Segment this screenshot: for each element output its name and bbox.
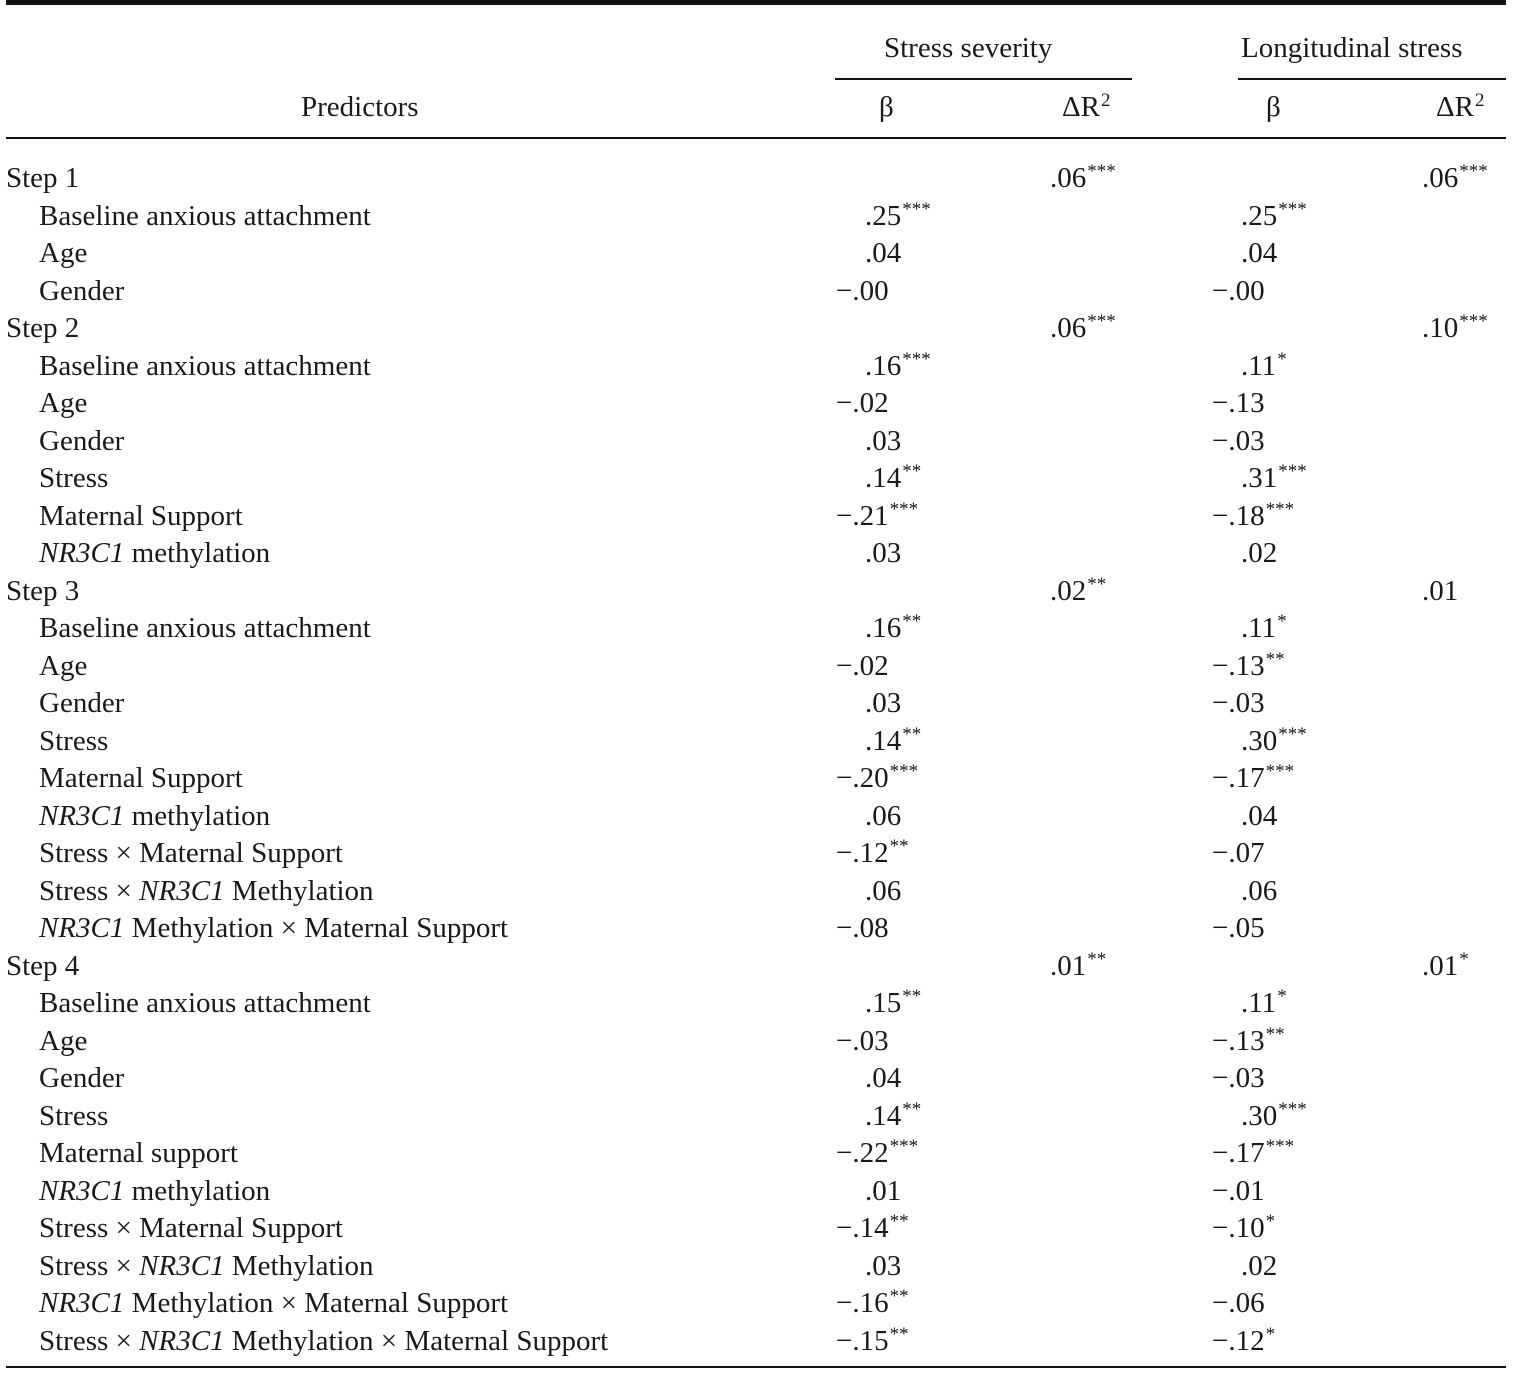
- predictor-label: Gender: [39, 275, 125, 307]
- beta-longitudinal-value: −.12*: [1212, 1324, 1276, 1357]
- step-label: Step 3: [6, 575, 80, 607]
- significance-marker: *: [1265, 1211, 1276, 1232]
- table-row: [0, 1023, 1516, 1060]
- delta-r2-longitudinal-value: .06***: [1422, 161, 1488, 194]
- significance-marker: ***: [1087, 161, 1116, 182]
- beta-severity-value: .14**: [865, 461, 922, 494]
- column-header-delta-r2-longitudinal: $\Delta R^2$: [1436, 90, 1485, 123]
- significance-marker: *: [1459, 949, 1469, 970]
- beta-severity-value: .01: [865, 1175, 902, 1207]
- table-bottom-rule: [6, 1366, 1506, 1368]
- predictor-label: NR3C1 methylation: [39, 1175, 271, 1207]
- step-row: [0, 160, 1516, 197]
- step-label: Step 2: [6, 312, 80, 344]
- beta-severity-value: −.16**: [836, 1286, 909, 1319]
- beta-severity-value: .06: [865, 875, 902, 907]
- significance-marker: **: [902, 1099, 922, 1120]
- beta-longitudinal-value: .06: [1241, 875, 1278, 907]
- predictor-label: NR3C1 methylation: [39, 800, 271, 832]
- beta-severity-value: .03: [865, 537, 902, 569]
- delta-r2-severity-value: .01**: [1050, 949, 1107, 982]
- delta-r2-severity-value: .06***: [1050, 311, 1116, 344]
- table-row: [0, 535, 1516, 572]
- beta-longitudinal-value: −.06: [1212, 1287, 1265, 1319]
- beta-severity-value: .03: [865, 425, 902, 457]
- significance-marker: **: [1265, 649, 1285, 670]
- significance-marker: ***: [1459, 161, 1488, 182]
- table-row: [0, 1285, 1516, 1322]
- table-row: [0, 423, 1516, 460]
- delta-r2-longitudinal-value: .01: [1422, 575, 1459, 607]
- delta-r2-longitudinal-value: .01*: [1422, 949, 1469, 982]
- beta-longitudinal-value: −.10*: [1212, 1211, 1276, 1244]
- beta-longitudinal-value: −.13: [1212, 387, 1265, 419]
- table-row: [0, 235, 1516, 272]
- significance-marker: **: [889, 1211, 909, 1232]
- beta-longitudinal-value: .04: [1241, 237, 1278, 269]
- table-row: [0, 1098, 1516, 1135]
- beta-severity-value: .25***: [865, 199, 931, 232]
- significance-marker: **: [1265, 1024, 1285, 1045]
- predictor-label: Age: [39, 237, 88, 269]
- table-row: [0, 348, 1516, 385]
- table-row: [0, 1135, 1516, 1172]
- predictor-label: Age: [39, 387, 88, 419]
- table-row: [0, 723, 1516, 760]
- step-label: Step 1: [6, 162, 80, 194]
- beta-longitudinal-value: .11*: [1241, 986, 1287, 1019]
- significance-marker: **: [889, 836, 909, 857]
- table-row: [0, 648, 1516, 685]
- significance-marker: ***: [1278, 461, 1307, 482]
- column-header-predictors: Predictors: [301, 91, 419, 123]
- step-label: Step 4: [6, 950, 80, 982]
- beta-severity-value: .14**: [865, 1099, 922, 1132]
- significance-marker: **: [902, 724, 922, 745]
- predictor-label: Stress × NR3C1 Methylation: [39, 1250, 374, 1282]
- column-group-longitudinal-stress: Longitudinal stress: [1241, 32, 1463, 64]
- beta-severity-value: −.00: [836, 275, 889, 307]
- beta-severity-value: .06: [865, 800, 902, 832]
- table-row: [0, 835, 1516, 872]
- table-row: [0, 1173, 1516, 1210]
- beta-longitudinal-value: −.05: [1212, 912, 1265, 944]
- beta-severity-value: −.22***: [836, 1136, 919, 1169]
- beta-severity-value: −.20***: [836, 761, 919, 794]
- predictor-label: Maternal Support: [39, 500, 243, 532]
- predictor-label: Stress: [39, 725, 109, 757]
- table-row: [0, 910, 1516, 947]
- predictor-label: Baseline anxious attachment: [39, 200, 371, 232]
- significance-marker: ***: [1087, 311, 1116, 332]
- significance-marker: ***: [1265, 761, 1295, 782]
- beta-severity-value: .03: [865, 1250, 902, 1282]
- beta-longitudinal-value: −.17***: [1212, 761, 1295, 794]
- beta-longitudinal-value: −.03: [1212, 1062, 1265, 1094]
- beta-longitudinal-value: −.13**: [1212, 649, 1285, 682]
- beta-severity-value: .16***: [865, 349, 931, 382]
- beta-severity-value: −.14**: [836, 1211, 909, 1244]
- table-row: [0, 1248, 1516, 1285]
- beta-severity-value: −.03: [836, 1025, 889, 1057]
- beta-severity-value: .16**: [865, 611, 922, 644]
- beta-longitudinal-value: .11*: [1241, 611, 1287, 644]
- table-row: [0, 1323, 1516, 1360]
- table-row: [0, 760, 1516, 797]
- predictor-label: Baseline anxious attachment: [39, 612, 371, 644]
- beta-longitudinal-value: −.00: [1212, 275, 1265, 307]
- step-row: [0, 948, 1516, 985]
- column-header-delta-r2-severity: $\Delta R^2$: [1062, 90, 1111, 123]
- significance-marker: ***: [889, 499, 919, 520]
- table-row: [0, 198, 1516, 235]
- predictor-label: Age: [39, 1025, 88, 1057]
- beta-severity-value: −.08: [836, 912, 889, 944]
- beta-severity-value: −.02: [836, 650, 889, 682]
- significance-marker: **: [1087, 574, 1107, 595]
- beta-longitudinal-value: .02: [1241, 1250, 1278, 1282]
- step-row: [0, 573, 1516, 610]
- predictor-label: Gender: [39, 425, 125, 457]
- beta-severity-value: −.02: [836, 387, 889, 419]
- table-row: [0, 610, 1516, 647]
- predictor-label: Maternal Support: [39, 762, 243, 794]
- beta-severity-value: −.12**: [836, 836, 909, 869]
- predictor-label: NR3C1 Methylation × Maternal Support: [39, 912, 509, 944]
- beta-longitudinal-value: .02: [1241, 537, 1278, 569]
- beta-severity-value: −.21***: [836, 499, 919, 532]
- beta-longitudinal-value: .30***: [1241, 1099, 1307, 1132]
- table-row: [0, 798, 1516, 835]
- table-row: [0, 460, 1516, 497]
- beta-longitudinal-value: .25***: [1241, 199, 1307, 232]
- beta-longitudinal-value: .30***: [1241, 724, 1307, 757]
- beta-longitudinal-value: −.13**: [1212, 1024, 1285, 1057]
- predictor-label: Age: [39, 650, 88, 682]
- delta-r2-severity-value: .06***: [1050, 161, 1116, 194]
- significance-marker: *: [1277, 349, 1287, 370]
- predictor-label: Stress: [39, 462, 109, 494]
- significance-marker: **: [1087, 949, 1107, 970]
- predictor-label: Baseline anxious attachment: [39, 987, 371, 1019]
- step-row: [0, 310, 1516, 347]
- significance-marker: ***: [1459, 311, 1488, 332]
- significance-marker: **: [902, 461, 922, 482]
- beta-severity-value: −.15**: [836, 1324, 909, 1357]
- table-row: [0, 273, 1516, 310]
- delta-r2-severity-value: .02**: [1050, 574, 1107, 607]
- predictor-label: Stress × NR3C1 Methylation × Maternal Support: [39, 1325, 609, 1357]
- significance-marker: **: [889, 1324, 909, 1345]
- predictor-label: Stress: [39, 1100, 109, 1132]
- significance-marker: **: [889, 1286, 909, 1307]
- predictor-label: Stress × Maternal Support: [39, 837, 343, 869]
- significance-marker: ***: [902, 349, 931, 370]
- beta-longitudinal-value: −.01: [1212, 1175, 1265, 1207]
- beta-longitudinal-value: .04: [1241, 800, 1278, 832]
- significance-marker: *: [1277, 611, 1287, 632]
- significance-marker: ***: [1278, 724, 1307, 745]
- significance-marker: **: [902, 611, 922, 632]
- significance-marker: ***: [889, 761, 919, 782]
- beta-severity-value: .03: [865, 687, 902, 719]
- beta-longitudinal-value: −.07: [1212, 837, 1265, 869]
- significance-marker: ***: [1265, 1136, 1295, 1157]
- table-row: [0, 1210, 1516, 1247]
- beta-severity-value: .04: [865, 237, 902, 269]
- beta-severity-value: .15**: [865, 986, 922, 1019]
- significance-marker: ***: [902, 199, 931, 220]
- beta-longitudinal-value: −.18***: [1212, 499, 1295, 532]
- predictor-label: Maternal support: [39, 1137, 238, 1169]
- column-header-beta-severity: β: [879, 91, 894, 123]
- beta-longitudinal-value: −.17***: [1212, 1136, 1295, 1169]
- beta-longitudinal-value: −.03: [1212, 425, 1265, 457]
- predictor-label: Stress × Maternal Support: [39, 1212, 343, 1244]
- column-group-stress-severity: Stress severity: [884, 32, 1053, 64]
- significance-marker: **: [902, 986, 922, 1007]
- predictor-label: Baseline anxious attachment: [39, 350, 371, 382]
- beta-severity-value: .14**: [865, 724, 922, 757]
- table-row: [0, 873, 1516, 910]
- predictor-label: NR3C1 Methylation × Maternal Support: [39, 1287, 509, 1319]
- beta-longitudinal-value: −.03: [1212, 687, 1265, 719]
- predictor-label: Gender: [39, 687, 125, 719]
- table-row: [0, 498, 1516, 535]
- column-header-beta-longitudinal: β: [1266, 91, 1281, 123]
- significance-marker: ***: [889, 1136, 919, 1157]
- beta-severity-value: .04: [865, 1062, 902, 1094]
- significance-marker: *: [1277, 986, 1287, 1007]
- beta-longitudinal-value: .11*: [1241, 349, 1287, 382]
- significance-marker: ***: [1278, 199, 1307, 220]
- predictor-label: Gender: [39, 1062, 125, 1094]
- significance-marker: ***: [1278, 1099, 1307, 1120]
- beta-longitudinal-value: .31***: [1241, 461, 1307, 494]
- delta-r2-longitudinal-value: .10***: [1422, 311, 1488, 344]
- table-row: [0, 685, 1516, 722]
- significance-marker: ***: [1265, 499, 1295, 520]
- table-row: [0, 985, 1516, 1022]
- table-row: [0, 1060, 1516, 1097]
- significance-marker: *: [1265, 1324, 1276, 1345]
- predictor-label: Stress × NR3C1 Methylation: [39, 875, 374, 907]
- predictor-label: NR3C1 methylation: [39, 537, 271, 569]
- table-row: [0, 385, 1516, 422]
